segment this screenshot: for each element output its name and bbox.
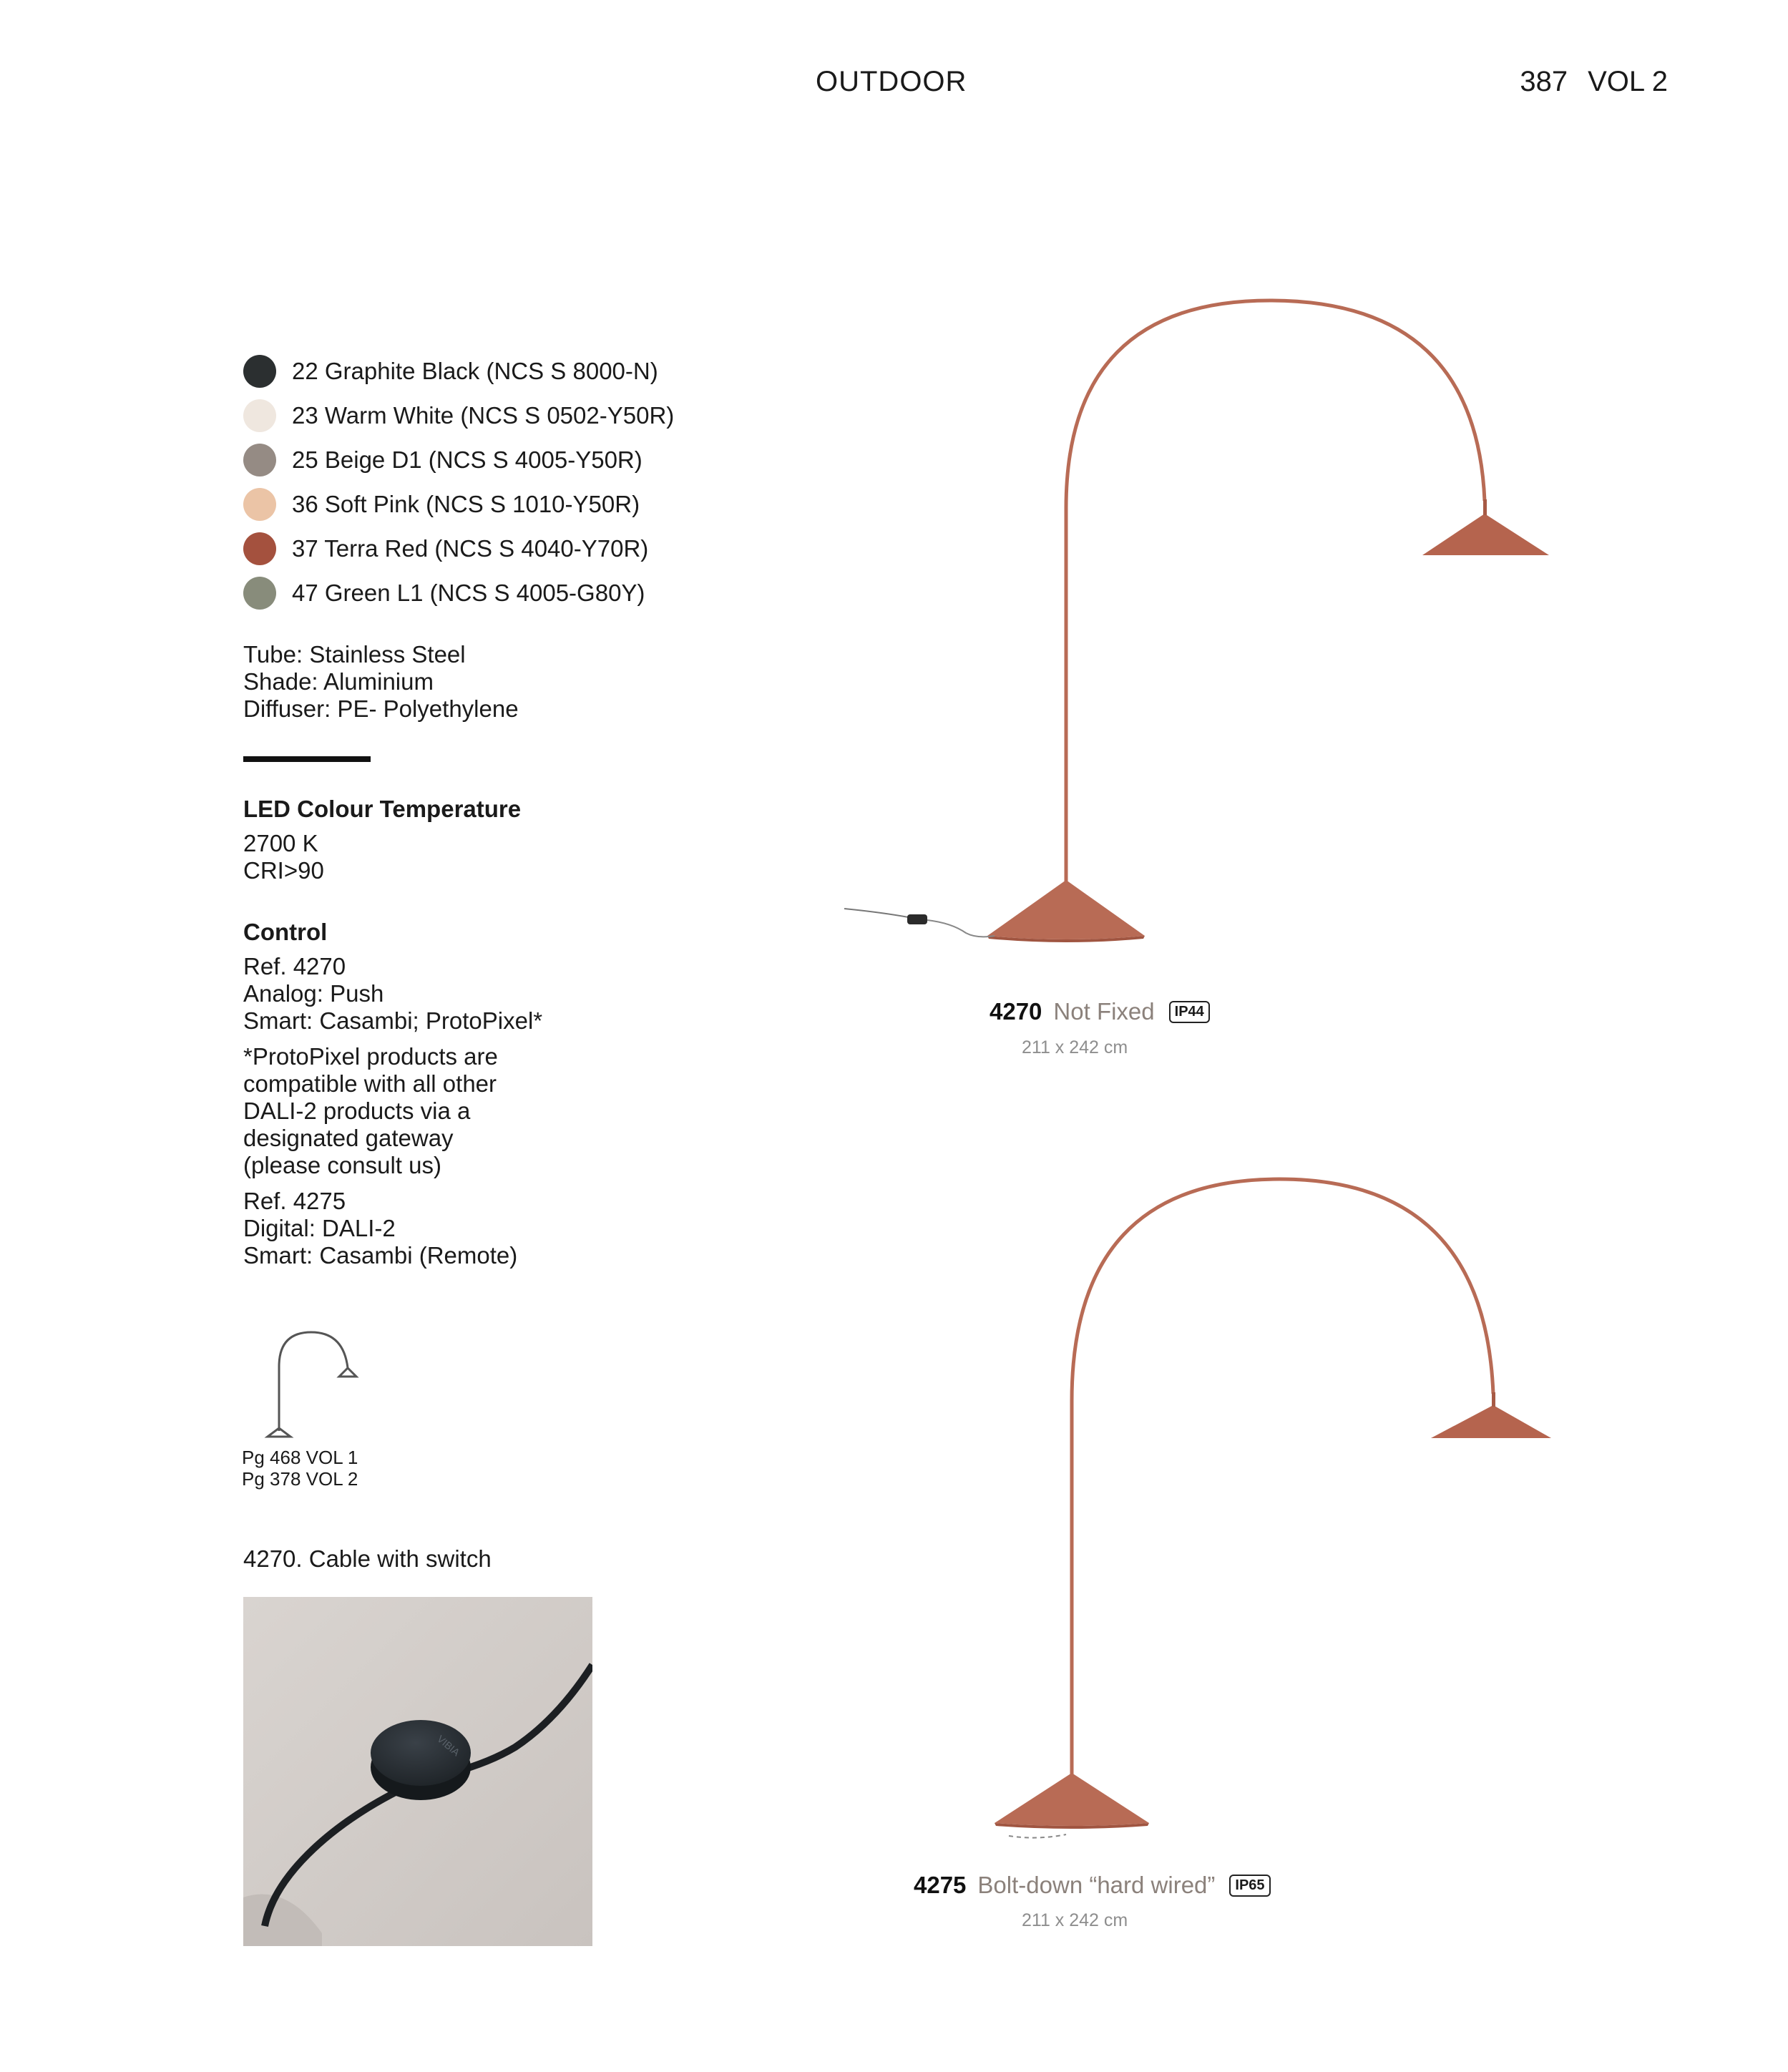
lamp-4275-image bbox=[844, 1165, 1560, 1852]
control-ref-4275: Ref. 4275 bbox=[243, 1188, 346, 1214]
note-line: (please consult us) bbox=[243, 1152, 441, 1178]
product-ref: 4270 bbox=[990, 998, 1042, 1025]
ip-badge: IP44 bbox=[1169, 1001, 1210, 1023]
finish-item bbox=[243, 438, 674, 482]
material-shade: Shade: Aluminium bbox=[243, 668, 434, 695]
finish-label: 37 Terra Red (NCS S 4040-Y70R) bbox=[292, 535, 649, 562]
note-line: designated gateway bbox=[243, 1125, 454, 1151]
led-temp: 2700 K bbox=[243, 830, 318, 856]
note-line: compatible with all other bbox=[243, 1070, 497, 1097]
materials-block bbox=[243, 641, 519, 723]
product-dims-4270: 211 x 242 cm bbox=[1022, 1037, 1128, 1057]
product-fixing: Bolt-down “hard wired” bbox=[977, 1872, 1216, 1898]
color-swatch bbox=[243, 399, 276, 432]
page-number: 387 bbox=[1520, 66, 1568, 97]
ip-badge: IP65 bbox=[1229, 1875, 1270, 1897]
page-info bbox=[1520, 66, 1668, 98]
cable-switch-photo bbox=[243, 1597, 592, 1946]
note-line: *ProtoPixel products are bbox=[243, 1043, 498, 1070]
volume-label: VOL 2 bbox=[1588, 66, 1668, 97]
section-divider bbox=[243, 756, 371, 762]
product-caption-4270 bbox=[990, 998, 1210, 1025]
control-smart-remote: Smart: Casambi (Remote) bbox=[243, 1242, 518, 1269]
control-ref-4270: Ref. 4270 bbox=[243, 953, 346, 979]
brand-mark: VIBIA bbox=[435, 1733, 462, 1759]
control-title: Control bbox=[243, 919, 328, 945]
page-ref-vol2: Pg 378 VOL 2 bbox=[242, 1468, 358, 1490]
finish-label: 25 Beige D1 (NCS S 4005-Y50R) bbox=[292, 446, 643, 473]
lamp-outline-icon bbox=[258, 1324, 365, 1438]
led-cri: CRI>90 bbox=[243, 857, 324, 884]
finish-label: 23 Warm White (NCS S 0502-Y50R) bbox=[292, 402, 675, 429]
section-title: OUTDOOR bbox=[816, 66, 967, 97]
lamp-4270-image bbox=[844, 286, 1560, 959]
color-swatch bbox=[243, 355, 276, 388]
note-line: DALI-2 products via a bbox=[243, 1098, 471, 1124]
led-title: LED Colour Temperature bbox=[243, 796, 522, 822]
cable-caption: 4270. Cable with switch bbox=[243, 1545, 492, 1572]
color-swatch bbox=[243, 444, 276, 477]
finish-label: 22 Graphite Black (NCS S 8000-N) bbox=[292, 358, 658, 384]
control-smart: Smart: Casambi; ProtoPixel* bbox=[243, 1007, 543, 1034]
product-ref: 4275 bbox=[914, 1872, 967, 1898]
product-fixing: Not Fixed bbox=[1053, 998, 1155, 1025]
finish-swatch-list bbox=[243, 349, 674, 615]
color-swatch bbox=[243, 577, 276, 610]
finish-item bbox=[243, 527, 674, 571]
protopixel-note bbox=[243, 1043, 542, 1179]
color-swatch bbox=[243, 488, 276, 521]
product-caption-4275 bbox=[914, 1872, 1271, 1899]
material-tube: Tube: Stainless Steel bbox=[243, 641, 466, 668]
page-ref-vol1: Pg 468 VOL 1 bbox=[242, 1447, 358, 1468]
finish-item bbox=[243, 394, 674, 438]
page-references bbox=[242, 1447, 358, 1490]
led-spec-block bbox=[243, 796, 521, 884]
control-analog: Analog: Push bbox=[243, 980, 384, 1007]
color-swatch bbox=[243, 532, 276, 565]
material-diffuser: Diffuser: PE- Polyethylene bbox=[243, 695, 519, 722]
finish-label: 36 Soft Pink (NCS S 1010-Y50R) bbox=[292, 491, 640, 517]
finish-item bbox=[243, 482, 674, 527]
control-digital: Digital: DALI-2 bbox=[243, 1215, 396, 1241]
product-dims-4275: 211 x 242 cm bbox=[1022, 1910, 1128, 1930]
finish-label: 47 Green L1 (NCS S 4005-G80Y) bbox=[292, 580, 645, 606]
finish-item bbox=[243, 571, 674, 615]
finish-item bbox=[243, 349, 674, 394]
control-spec-block bbox=[243, 919, 542, 1269]
